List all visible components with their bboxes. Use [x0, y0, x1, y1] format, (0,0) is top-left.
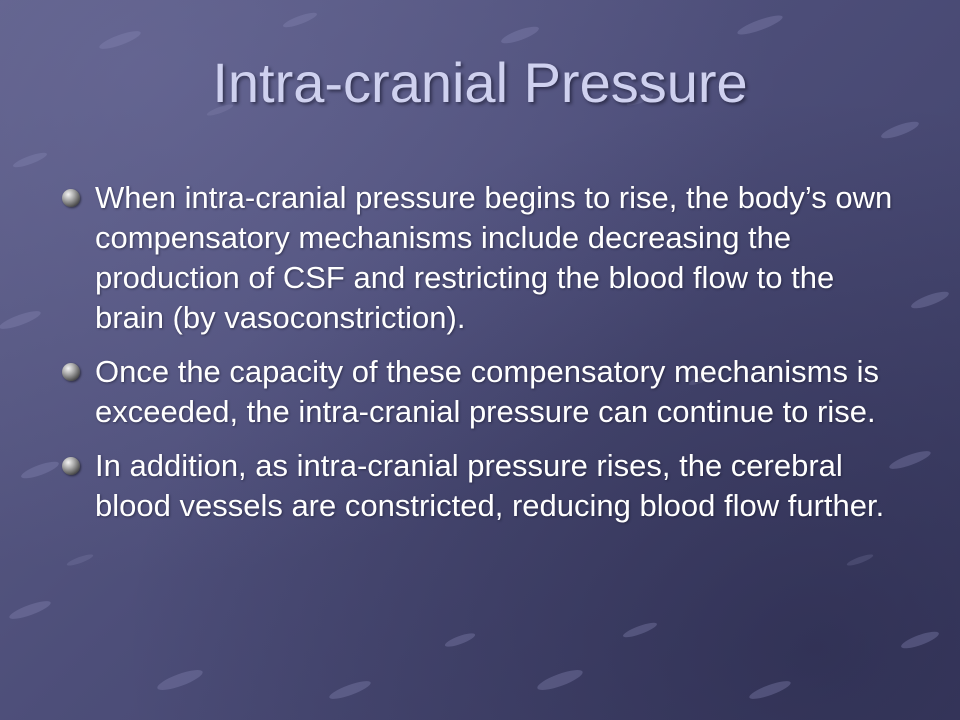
- bullet-item: [60, 178, 910, 338]
- bullet-list: [60, 178, 910, 540]
- slide-title: Intra-cranial Pressure: [212, 51, 748, 114]
- sphere-bullet-icon: [62, 189, 80, 207]
- sphere-bullet-icon: [62, 457, 80, 475]
- bullet-text: Once the capacity of these compensatory mechanisms is exceeded, the intra-cranial pressure can continue to rise.: [95, 354, 879, 429]
- sphere-bullet-icon: [62, 363, 80, 381]
- bullet-item: [60, 352, 910, 432]
- bullet-text: In addition, as intra-cranial pressure rises, the cerebral blood vessels are constricted, reducing blood flow further.: [95, 448, 885, 523]
- bullet-item: [60, 446, 910, 526]
- bullet-text: When intra-cranial pressure begins to rise, the body’s own compensatory mechanisms include decreasing the production of CSF and restricting the blood flow to the brain (by vasoconstriction).: [95, 180, 893, 335]
